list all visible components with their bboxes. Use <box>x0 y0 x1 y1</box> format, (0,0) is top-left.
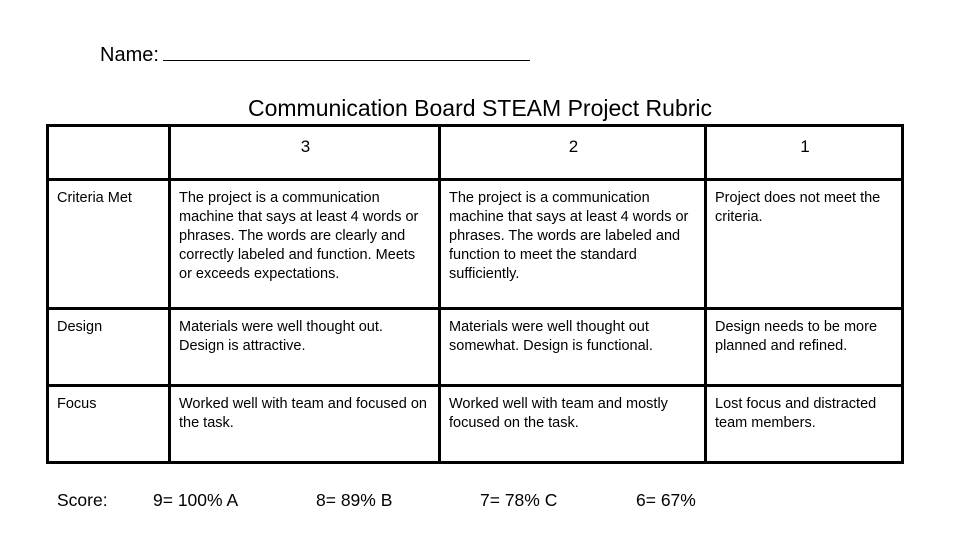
name-label: Name: <box>100 44 159 66</box>
table-row <box>48 180 903 309</box>
page-title: Communication Board STEAM Project Rubric <box>248 95 712 121</box>
rubric-cell: Worked well with team and focused on the task. <box>170 386 440 463</box>
table-header-row <box>48 126 903 180</box>
criterion-label: Focus <box>48 386 170 463</box>
criterion-label: Design <box>48 309 170 386</box>
name-field <box>100 40 530 67</box>
score-label: Score: <box>57 490 108 510</box>
header-cell-empty <box>48 126 170 180</box>
score-scale <box>0 488 960 512</box>
score-item: 8= 89% B <box>316 490 393 510</box>
header-cell-2: 2 <box>440 126 706 180</box>
rubric-table <box>46 124 904 464</box>
header-cell-1: 1 <box>706 126 903 180</box>
score-item: 6= 67% <box>636 490 696 510</box>
rubric-cell: Materials were well thought out somewhat. Design is functional. <box>440 309 706 386</box>
rubric-cell: Project does not meet the criteria. <box>706 180 903 309</box>
score-item: 7= 78% C <box>480 490 558 510</box>
table-row <box>48 386 903 463</box>
criterion-label: Criteria Met <box>48 180 170 309</box>
header-cell-3: 3 <box>170 126 440 180</box>
table-row <box>48 309 903 386</box>
name-blank-line <box>163 40 530 61</box>
rubric-cell: Design needs to be more planned and refined. <box>706 309 903 386</box>
score-item: 9= 100% A <box>153 490 239 510</box>
rubric-cell: Materials were well thought out. Design is attractive. <box>170 309 440 386</box>
rubric-cell: The project is a communication machine that says at least 4 words or phrases. The words are clearly and correctly labeled and function. Meets or exceeds expectations. <box>170 180 440 309</box>
rubric-cell: The project is a communication machine that says at least 4 words or phrases. The words are labeled and function to meet the standard sufficiently. <box>440 180 706 309</box>
rubric-cell: Worked well with team and mostly focused on the task. <box>440 386 706 463</box>
rubric-cell: Lost focus and distracted team members. <box>706 386 903 463</box>
